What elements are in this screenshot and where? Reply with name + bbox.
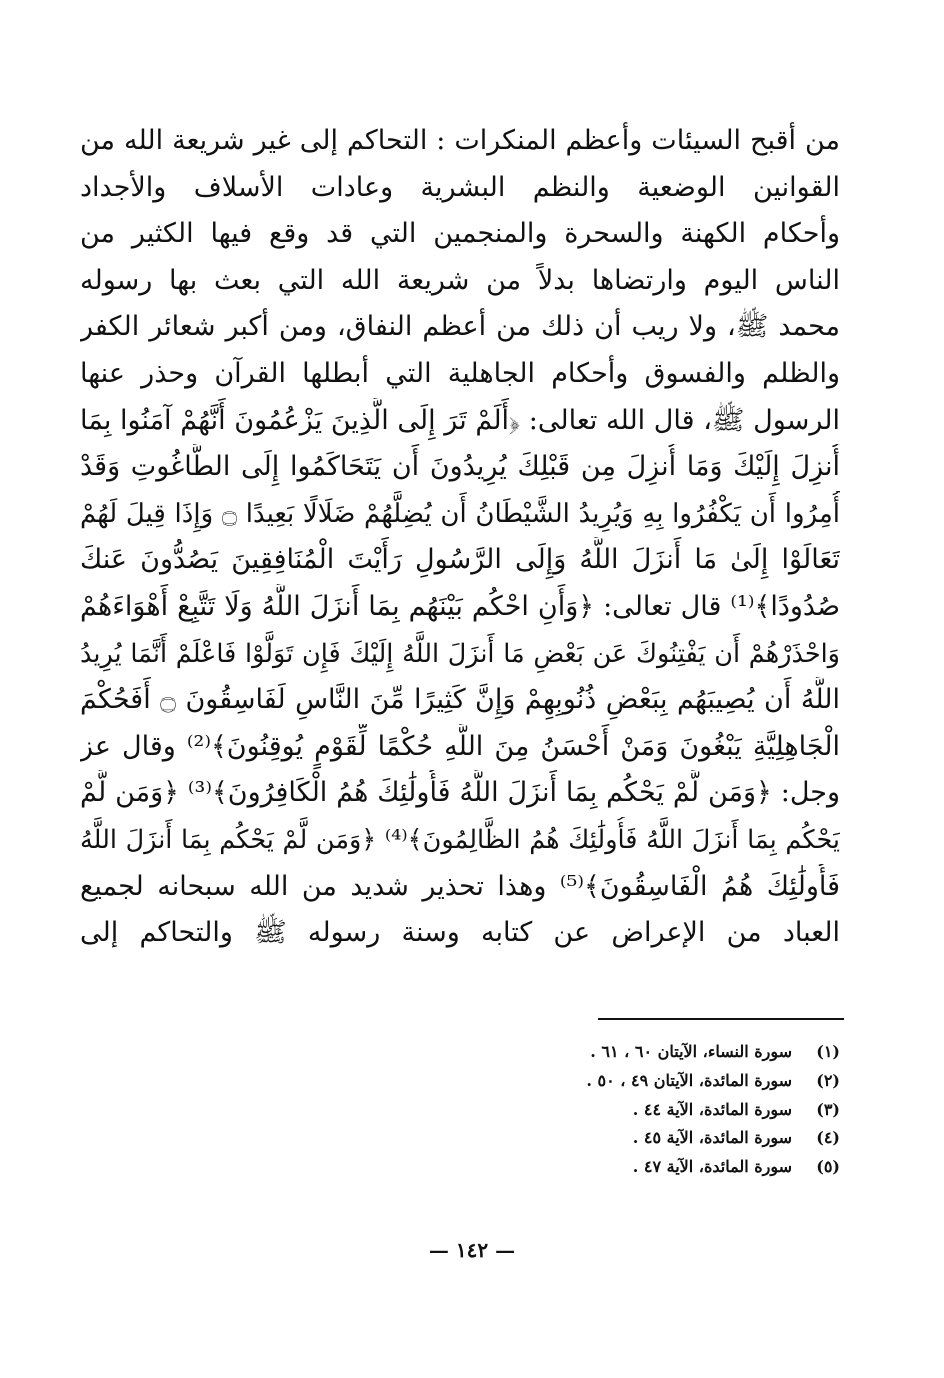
text-line: وجل: ﴿وَمَن لَّمْ يَحْكُم بِمَا أَنزَلَ اللَّهُ فَأُولَٰئِكَ هُمُ الْكَافِرُونَ﴾⁽³⁾ ﴿وَمَن لَّمْ: [80, 777, 840, 809]
footnote-text: سورة المائدة، الآية ٤٥ .: [632, 1128, 792, 1148]
footnote-item: [420, 1038, 840, 1067]
quran-verse-line: أُنزِلَ إِلَيْكَ وَمَا أُنزِلَ مِن قَبْلِكَ يُرِيدُونَ أَن يَتَحَاكَمُوا إِلَى الطَّاغُوتِ وَقَدْ: [80, 451, 840, 483]
footnote-text: سورة المائدة، الآية ٤٧ .: [632, 1157, 792, 1177]
text-line: العباد من الإعراض عن كتابه وسنة رسوله ﷺ والتحاكم إلى: [80, 917, 840, 949]
quran-verse-line: أُمِرُوا أَن يَكْفُرُوا بِهِ وَيُرِيدُ الشَّيْطَانُ أَن يُضِلَّهُمْ ضَلَالًا بَعِيدًا ۝ وَإِذَا قِيلَ لَهُمْ: [80, 498, 840, 529]
text-line: الناس اليوم وارتضاها بدلاً من شريعة الله التي بعث بها رسوله: [80, 264, 840, 296]
text-line: من أقبح السيئات وأعظم المنكرات : التحاكم إلى غير شريعة الله من: [80, 125, 840, 156]
text-line: محمد ﷺ، ولا ريب أن ذلك من أعظم النفاق، ومن أكبر شعائر الكفر: [80, 311, 840, 343]
footnote-text: سورة النساء، الآيتان ٦٠ ، ٦١ .: [590, 1042, 792, 1061]
footnote-text: سورة المائدة، الآية ٤٤ .: [632, 1099, 792, 1119]
quran-verse-line: وَاحْذَرْهُمْ أَن يَفْتِنُوكَ عَن بَعْضِ مَا أَنزَلَ اللَّهُ إِلَيْكَ فَإِن تَوَلَّوْا فَاعْلَمْ أَنَّمَا يُرِيدُ: [80, 638, 840, 669]
text-line: صُدُودًا﴾⁽¹⁾ قال تعالى: ﴿وَأَنِ احْكُم بَيْنَهُم بِمَا أَنزَلَ اللَّهُ وَلَا تَتَّبِعْ أَهْوَاءَهُمْ: [80, 590, 840, 622]
quran-verse-line: تَعَالَوْا إِلَىٰ مَا أَنزَلَ اللَّهُ وَإِلَى الرَّسُولِ رَأَيْتَ الْمُنَافِقِينَ يَصُدُّونَ عَنكَ: [80, 544, 840, 576]
footnote-item: [420, 1067, 840, 1096]
footnote-text: سورة المائدة، الآيتان ٤٩ ، ٥٠ .: [586, 1070, 792, 1090]
footnote-separator: [598, 1018, 844, 1020]
quran-verse-line: اللَّهُ أَن يُصِيبَهُم بِبَعْضِ ذُنُوبِهِمْ وَإِنَّ كَثِيرًا مِّنَ النَّاسِ لَفَاسِقُونَ ۝ أَفَحُكْمَ: [80, 684, 840, 716]
footnotes: [420, 1038, 840, 1182]
text-line: والظلم والفسوق وأحكام الجاهلية التي أبطلها القرآن وحذر عنها: [80, 357, 840, 389]
quran-verse-line: يَحْكُم بِمَا أَنزَلَ اللَّهُ فَأُولَٰئِكَ هُمُ الظَّالِمُونَ﴾⁽⁴⁾ ﴿وَمَن لَّمْ يَحْكُم بِمَا أَنزَلَ اللَّهُ: [80, 824, 840, 855]
page-number: — ١٤٢ —: [428, 1238, 516, 1262]
footnote-item: [420, 1096, 840, 1125]
footnote-item: [420, 1153, 840, 1182]
text-line: الْجَاهِلِيَّةِ يَبْغُونَ وَمَنْ أَحْسَنُ مِنَ اللَّهِ حُكْمًا لِّقَوْمٍ يُوقِنُونَ﴾⁽²⁾ وقال عز: [80, 730, 840, 762]
footnote-item: [420, 1124, 840, 1153]
text-line: فَأُولَٰئِكَ هُمُ الْفَاسِقُونَ﴾⁽⁵⁾ وهذا تحذير شديد من الله سبحانه لجميع: [80, 870, 840, 902]
text-line: الرسول ﷺ، قال الله تعالى: ﴿أَلَمْ تَرَ إِلَى الَّذِينَ يَزْعُمُونَ أَنَّهُمْ آمَنُوا بِمَا: [80, 404, 840, 436]
footnote-marker: (٤): [816, 1128, 840, 1148]
text-line: وأحكام الكهنة والسحرة والمنجمين التي قد وقع فيها الكثير من: [80, 218, 840, 250]
footnote-marker: (١): [816, 1042, 840, 1061]
main-text: [80, 118, 840, 957]
footnote-marker: (٣): [816, 1099, 840, 1119]
footnote-marker: (٢): [816, 1070, 840, 1090]
footnote-marker: (٥): [816, 1157, 840, 1177]
text-line: القوانين الوضعية والنظم البشرية وعادات الأسلاف والأجداد: [80, 171, 840, 203]
